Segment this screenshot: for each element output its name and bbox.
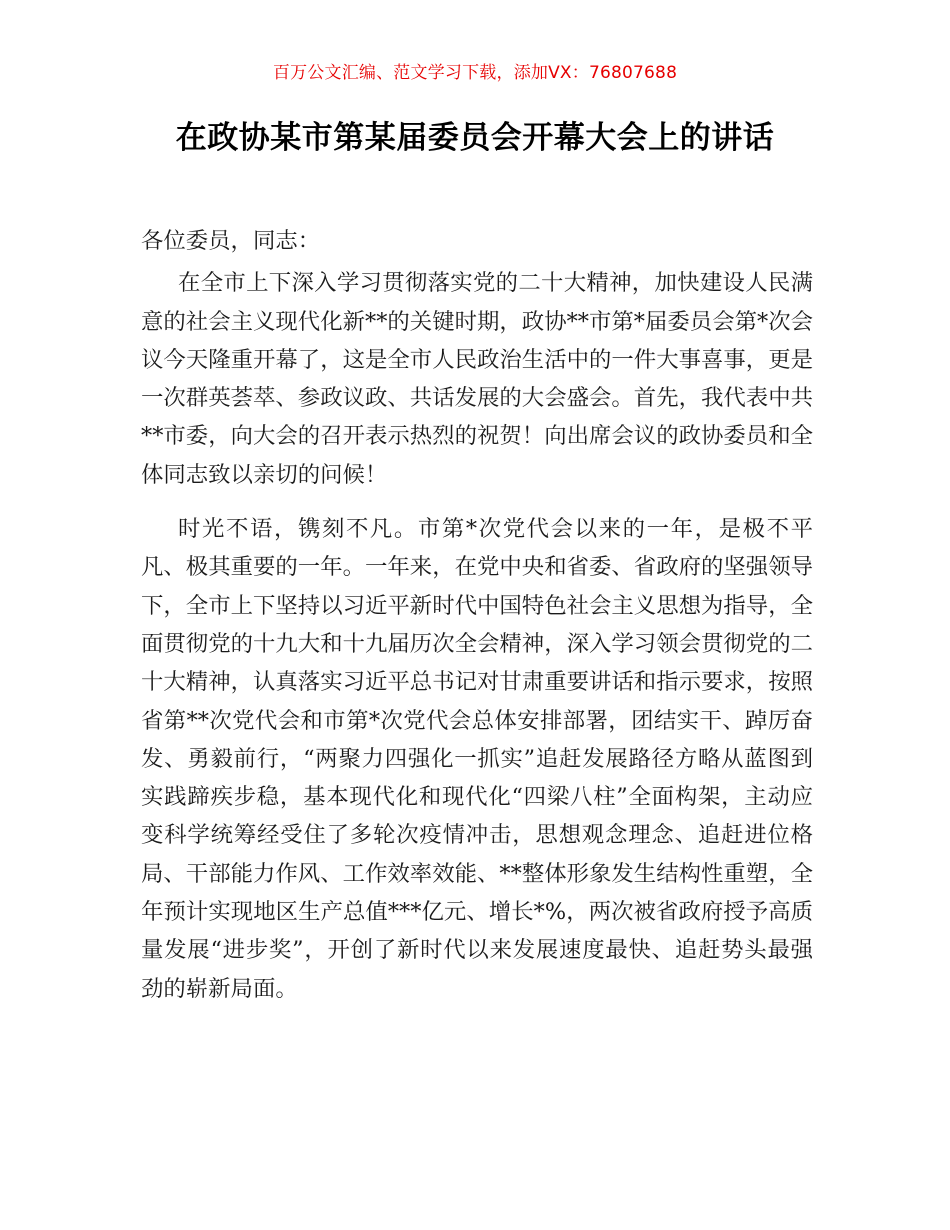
document-body — [141, 222, 813, 1024]
paragraph-1: 在全市上下深入学习贯彻落实党的二十大精神，加快建设人民满意的社会主义现代化新**的关键时期，政协**市第*届委员会第*次会议今天隆重开幕了，这是全市人民政治生活中的一件大事喜事，更是一次群英荟萃、参政议政、共话发展的大会盛会。首先，我代表中共**市委，向大会的召开表示热烈的祝贺！向出席会议的政协委员和全体同志致以亲切的问候！ — [141, 270, 813, 488]
salutation: 各位委员，同志： — [141, 228, 321, 254]
page-title: 在政协某市第某届委员会开幕大会上的讲话 — [175, 120, 775, 156]
paragraph-2: 时光不语，镌刻不凡。市第*次党代会以来的一年，是极不平凡、极其重要的一年。一年来，在党中央和省委、省政府的坚强领导下，全市上下坚持以习近平新时代中国特色社会主义思想为指导，全面贯彻党的十九大和十九届历次全会精神，深入学习领会贯彻党的二十大精神，认真落实习近平总书记对甘肃重要讲话和指示要求，按照省第**次党代会和市第*次党代会总体安排部署，团结实干、踔厉奋发、勇毅前行，“两聚力四强化一抓实”追赶发展路径方略从蓝图到实践蹄疾步稳，基本现代化和现代化“四梁八柱”全面构架，主动应变科学统筹经受住了多轮次疫情冲击，思想观念理念、追赶进位格局、干部能力作风、工作效率效能、**整体形象发生结构性重塑，全年预计实现地区生产总值***亿元、增长*%，两次被省政府授予高质量发展“进步奖”，开创了新时代以来发展速度最快、追赶势头最强劲的崭新局面。 — [141, 516, 813, 1002]
watermark-header: 百万公文汇编、范文学习下载，添加VX：76807688 — [272, 63, 678, 83]
